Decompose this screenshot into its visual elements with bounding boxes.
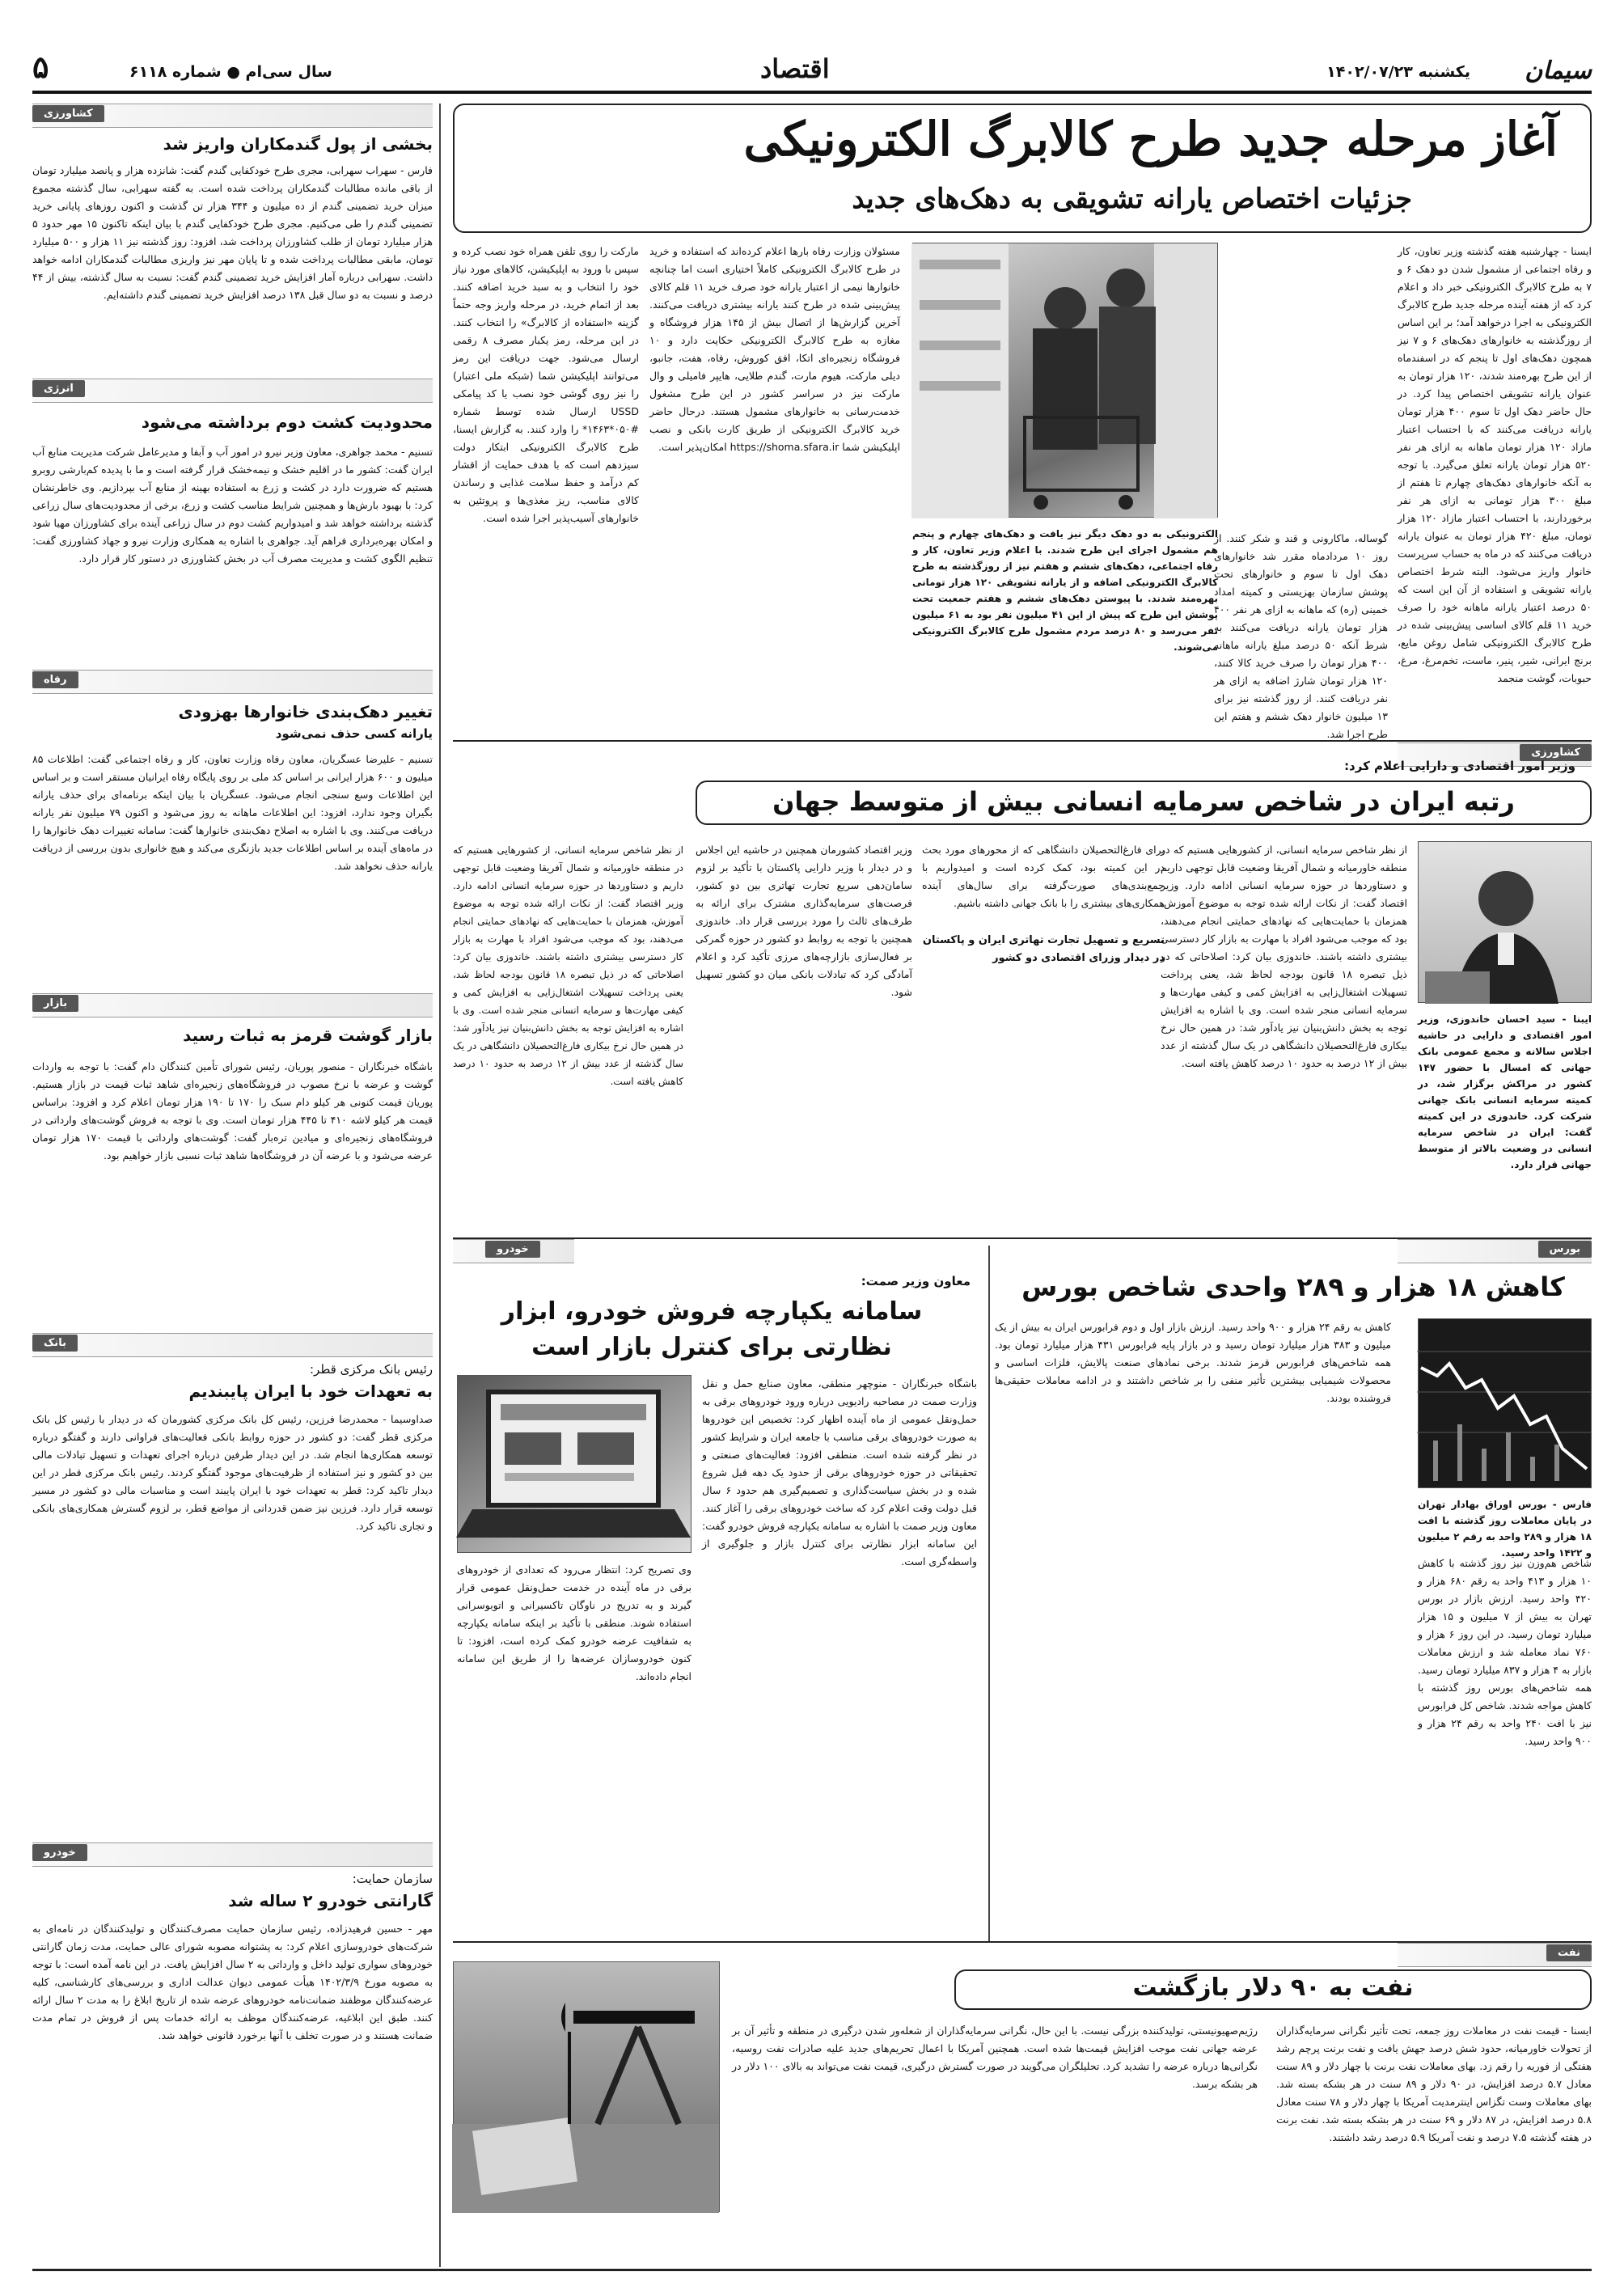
oil-body-2: رژیم‌صهیونیستی، تولیدکننده بزرگی نیست. با این حال، نگرانی سرمایه‌گذاران از شعله‌ور شدن درگیری در منطقه و تأثیر آن بر عرضه جهانی نفت موجب افزایش قیمت‌ها شده است. همچنین آمریکا با اعمال تحریم‌های جدید علیه صادرات نفت روسیه، نگرانی‌ها درباره عرضه را تشدید کرد. تحلیلگران می‌گویند در صورت گسترش درگیری، قیمت نفت می‌تواند به بالای ۱۰۰ دلار در هر بشکه برسد. [732,2024,1258,2090]
newspaper-logo: سیمان [1525,57,1592,85]
page-bottom-rule [32,2269,1592,2271]
bourse-body: شاخص هم‌وزن نیز روز گذشته با کاهش ۱۰ هزار و ۴۱۳ واحد به رقم ۶۸۰ هزار و ۴۲۰ واحد رسید. ارزش بازار در بورس تهران به بیش از ۷ میلیون و ۱۵ هزار میلیارد تومان رسید. در این روز ۶ هزار و ۷۶۰ نماد معامله شد و ارزش معاملات بازار به ۴ هزار و ۸۳۷ میلیارد تومان رسید. همه شاخص‌های بورس روز گذشته با کاهش مواجه شدند. شاخص کل فرابورس نیز با افت ۲۴۰ واحد به رقم ۲۴ هزار و ۹۰۰ واحد رسید. [1418,1557,1592,1747]
column-divider [988,1246,990,1941]
lead-column-1: ایسنا - چهارشنبه هفته گذشته وزیر تعاون، کار و رفاه اجتماعی از مشمول شدن دو دهک ۶ و ۷ به طرح کالابرگ الکترونیکی خبر داد و اعلام کرد که از هفته آینده مرحله جدید طرح کالابرگ الکترونیکی به اجرا درخواهد آمد؛ بر این اساس از روزگذشته به خانوارهای دهک‌های ۶ و ۷ نیز همچون دهک‌های اول تا پنجم که در اسفندماه از این طرح بهره‌مند شدند، ۱۲۰ هزار تومان به عنوان یارانه تشویقی اختصاص پیدا کرد. در حال حاضر دهک اول تا سوم ۴۰۰ هزار تومان یارانه دریافت می‌کنند که با احتساب اعتبار مازاد ۱۲۰ هزار تومان ماهانه به ازای هر نفر ۵۲۰ هزار تومان یارانه تعلق می‌گیرد. با توجه به آنکه خانوارهای دهک‌های چهارم تا هفتم از مبلغ ۳۰۰ هزار تومانی به ازای هر نفر برخوردارند، با احتساب اعتبار مازاد ۱۲۰ هزار تومان، مبلغ ۴۲۰ هزار تومان به عنوان یارانه دریافت می‌کنند که در ماه به حساب سرپرست خانوار واریز می‌شود. البته شرط اختصاص یارانه تشویقی و استفاده از آن این است که ۵۰ درصد اعتبار یارانه ماهانه خود را صرف خرید ۱۱ قلم کالای اساسی پیش‌بینی شده در طرح کالابرگ الکترونیکی شامل روغن مایع، برنج ایرانی، شیر، پنیر، ماست، تخم‌مرغ، مرغ، حبوبات، گوشت منجمد [1398,245,1592,684]
sidebar-item-body: فارس - سهراب سهرابی، مجری طرح خودکفایی گندم گفت: شانزده هزار و پانصد میلیارد تومان از باقی مانده مطالبات گندمکاران پرداخت شده است. به گفته سهرابی، سال گذشته مجموع میزان خرید تضمینی گندم از ده میلیون و ۳۴۴ هزار تن گذشت و اکنون روزهای پایانی خرید تضمینی گندم را طی می‌کنیم. مجری طرح خودکفایی گندم با بیان اینکه تاکنون ۱۵ مهر حدود ۵ هزار میلیارد تومان از طلب کشاورزان پرداخت شد، افزود: روز گذشته نیز ۱۱ هزار و ۵۰۰ میلیارد تومان، مابقی مطالبات پرداخت شده و تا پایان مهر نیز واریزی مطالبات گندمکاران ادامه خواهد داشت. سهرابی درباره آمار افزایش خرید تضمینی گندم گفت: نسبت به سال گذشته، بیش از ۴۴ درصد و نسبت به دو سال قبل ۱۳۸ درصد افزایش خرید تضمینی گندم داشته‌ایم. [32,164,433,301]
lead-column-2: گوساله، ماکارونی و قند و شکر کنند. از روز ۱۰ مردادماه مقرر شد خانوارهای دهک اول تا سوم و خانوارهای تحت پوشش سازمان بهزیستی و کمیته امداد خمینی (ره) که ماهانه به ازای هر نفر ۴۰۰ هزار تومان یارانه دریافت می‌کنند به شرط آنکه ۵۰ درصد مبلغ یارانه ماهانه ۴۰۰ هزار تومان را صرف خرید کالا کنند، ۱۲۰ هزار تومان شارژ اضافه به ازای هر نفر دریافت کنند. از روز گذشته نیز برای ۱۳ میلیون خانوار دهک ششم و هفتم این طرح اجرا شد. [1214,532,1389,740]
lead-headline-box [453,104,1592,233]
section-title: اقتصاد [760,53,830,84]
car-kicker: معاون وزیر صمت: [861,1274,971,1288]
sidebar-item-title: محدودیت کشت دوم برداشته می‌شود [141,412,433,432]
section-tag: بازار [32,995,78,1012]
capital-subhead: تسریع و تسهیل تجارت تهاتری ایران و پاکستان در دیدار وزرای اقتصادی دو کشور [922,934,1165,964]
section-tag-bourse: بورس [1538,1241,1592,1258]
sidebar-item-body: تسنیم - محمد جواهری، معاون وزیر نیرو در امور آب و آبفا و مدیرعامل شرکت مدیریت منابع آب ایران گفت: کشور ما در اقلیم خشک و نیمه‌خشک قرار گرفته است و ما با پدیده کم‌بارشی روبرو هستیم که ضرورت دارد در کشت و زرع به استفاده بهینه از منابع آب بپردازیم. وی خاطرنشان کرد: با بهبود بارش‌ها و همچنین شرایط مناسب کشت و زرع، برخی از محدودیت‌های سال زراعی گذشته برداشته خواهد شد و امیدواریم کشت دوم در سال زراعی آینده برای کشاورزان مهیا شود و امکان بهره‌برداری فراهم آید. جواهری با اشاره به همکاری وزارت نیرو و جهاد کشاورزی گفت: تنظیم الگوی کشت و مدیریت مصرف آب در بخش کشاورزی در دستور کار قرار دارد. [32,446,433,565]
section-tag-oil: نفت [1546,1944,1592,1961]
sidebar [32,104,433,2267]
section-tag: رفاه [32,671,78,688]
sidebar-item-title: به تعهدات خود با ایران پایبندیم [188,1381,433,1401]
capital-body: از نظر شاخص سرمایه انسانی، از کشورهایی هستیم که در منطقه خاورمیانه و شمال آفریقا وضعیت قابل توجهی داریم و دستاوردها در حوزه سرمایه انسانی ادامه دارد. وزیر اقتصاد گفت: از نکات ارائه شده توجه به موضوع آموزش، همزمان با حمایت‌هایی که نهادهای حمایتی انجام می‌دهند، بود که موجب می‌شود افراد با مهارت به بازار کار دسترسی بیشتری داشته باشند. خاندوزی بیان کرد: اصلاحاتی که در ذیل تبصره ۱۸ قانون بودجه لحاظ شد، یعنی پرداخت تسهیلات اشتغال‌زایی به افزایش کمی و کیفی مهارت‌ها و سرمایه انسانی منجر شده است. وی با اشاره به افزایش توجه به بخش دانش‌بنیان نیز یادآور شد: در همین حال نرخ بیکاری فارغ‌التحصیلان دانشگاهی در یک سال گذشته از عدد بیش از ۱۲ درصد به حدود ۱۰ درصد کاهش یافته است. [1161,844,1407,1069]
stock-photo-caption: فارس - بورس اوراق بهادار تهران در پایان معاملات روز گذشته با افت ۱۸ هزار و ۲۸۹ واحد به رقم ۲ میلیون و ۱۴۲۲ واحد رسید. [1418,1499,1592,1559]
sidebar-item-title: بازار گوشت قرمز به ثبات رسید [183,1026,433,1045]
sidebar-item-title: بخشی از پول گندمکاران واریز شد [163,134,433,154]
oil-body: ایسنا - قیمت نفت در معاملات روز جمعه، تحت تأثیر نگرانی سرمایه‌گذاران از تحولات خاورمیانه، حدود شش درصد جهش یافت و نفت برنت پرچم رشد هفتگی از فوریه را رقم زد. بهای معاملات نفت برنت با چهار دلار و ۸۹ سنت معادل ۵.۷ درصد افزایش، در ۹۰ دلار و ۸۹ سنت در هر بشکه بسته شد. بهای معاملات وست تگزاس اینترمدیت آمریکا با چهار دلار و ۷۸ سنت معادل ۵.۸ درصد افزایش، در ۸۷ دلار و ۶۹ سنت در هر بشکه بسته شد. نفت برنت در هفته گذشته ۷.۵ درصد و نفت آمریکا ۵.۹ درصد رشد داشتند. [1276,2024,1592,2143]
issue-date: یکشنبه ۱۴۰۲/۰۷/۲۳ [1326,63,1470,81]
capital-body-4: از نظر شاخص سرمایه انسانی، از کشورهایی هستیم که در منطقه خاورمیانه و شمال آفریقا وضعیت قابل توجهی داریم و دستاوردها در حوزه سرمایه انسانی ادامه دارد. وزیر اقتصاد گفت: از نکات ارائه شده توجه به موضوع آموزش، همزمان با حمایت‌هایی که نهادهای حمایتی انجام می‌دهند، بود که موجب می‌شود افراد با مهارت به بازار کار دسترسی بیشتری داشته باشند. خاندوزی بیان کرد: اصلاحاتی که در ذیل تبصره ۱۸ قانون بودجه لحاظ شد، یعنی پرداخت تسهیلات اشتغال‌زایی به افزایش کمی و کیفی مهارت‌ها و سرمایه انسانی منجر شده است. وی با اشاره به افزایش توجه به بخش دانش‌بنیان نیز یادآور شد: در همین حال نرخ بیکاری فارغ‌التحصیلان دانشگاهی در یک سال گذشته از عدد بیش از ۱۲ درصد به حدود ۱۰ درصد کاهش یافته است. [453,844,683,1087]
column-divider [439,104,441,2267]
sidebar-item-title: تغییر دهک‌بندی خانوارها بهزودی [178,702,433,721]
oil-title: نفت به ۹۰ دلار بازگشت [1132,1974,1414,2002]
supermarket-shoppers-image [911,243,1217,518]
page-number: ۵ [32,49,49,85]
section-tag: انرژی [32,380,85,397]
lead-photo-caption: الکترونیکی به دو دهک دیگر نیز یافت و دهک‌های چهارم و پنجم هم مشمول اجرای این طرح شدند. با اعلام وزیر تعاون، کار و رفاه اجتماعی، دهک‌های ششم و هفتم نیز از روزگذشته به طرح کالابرگ الکترونیکی اضافه و از یارانه تشویقی ۱۲۰ هزار تومانی بهره‌مند شدند. با پیوستن دهک‌های ششم و هفتم جمعیت تحت پوشش این طرح که پیش از این ۴۱ میلیون نفر بود به ۶۱ میلیون نفر می‌رسد و ۸۰ درصد مردم مشمول طرح کالابرگ الکترونیکی می‌شوند. [912,528,1218,653]
issue-number: سال سی‌ام ● شماره ۶۱۱۸ [129,63,332,81]
capital-body-2: برای فارغ‌التحصیلان دانشگاهی که از محورهای مورد بحث در این کمیته بود، کمک کرده است و امیدواریم با جمع‌بندی‌های صورت‌گرفته برای سال‌های آینده همکاری‌های بیشتری را با بانک جهانی داشته باشیم. [922,844,1165,909]
section-tag-car: خودرو [485,1241,540,1258]
capital-body-3: وزیر اقتصاد کشورمان همچنین در حاشیه این اجلاس و در دیدار با وزیر دارایی پاکستان با تأکید بر لزوم سامان‌دهی سریع تجارت تهاتری بین دو کشور، فرصت‌های سرمایه‌گذاری مشترک برای ارائه به طرف‌های ثالث را مورد بررسی قرار داد. خاندوزی همچنین با توجه به روابط دو کشور در حوزه گمرکی بر فعال‌سازی بازارچه‌های مرزی تأکید کرد و اعلام آمادگی کرد که تبادلات بانکی میان دو کشور تسهیل شود. [696,844,912,998]
car-body-2: وی تصریح کرد: انتظار می‌رود که تعدادی از خودروهای برقی در ماه آینده در خدمت حمل‌ونقل عمومی قرار گیرند و به تدریج در ناوگان تاکسیرانی و اتوبوسرانی استفاده شوند. منطقی با تأکید بر اینکه سامانه یکپارچه به شفافیت عرضه خودرو کمک کرده است، افزود: تا کنون خودروسازان عرضه‌ها را از طریق این سامانه انجام داده‌اند. [457,1563,691,1682]
bourse-title: کاهش ۱۸ هزار و ۲۸۹ واحدی شاخص بورس [1021,1271,1565,1302]
sidebar-item-body: باشگاه خبرنگاران - منصور پوریان، رئیس شورای تأمین کنندگان دام گفت: با توجه به واردات گوشت و عرضه با نرخ مصوب در فروشگاه‌های زنجیره‌ای شاهد ثبات قیمت در بازار هستیم. پوریان قیمت کنونی هر کیلو دام سبک را ۱۷۰ تا ۱۹۰ هزار تومان اعلام کرد و افزود: براساس قیمت هر کیلو لاشه ۴۱۰ تا ۴۴۵ هزار تومان است. وی با توجه به فروش گوشت‌های وارداتی در فروشگاه‌های زنجیره‌ای و میادین تره‌بار گفت: گوشت‌های وارداتی با قیمت ۱۷۰ هزار تومان عرضه می‌شود و با عرضه آن در فروشگاه‌ها شاهد ثبات نسبی بازار خواهیم بود. [32,1060,433,1161]
oil-photo [453,1961,720,2212]
laptop-car-website-image [456,1376,691,1554]
capital-kicker: وزیر امور اقتصادی و دارایی اعلام کرد: [1344,759,1575,773]
lead-column-3: مسئولان وزارت رفاه بارها اعلام کرده‌اند که استفاده و خرید در طرح کالابرگ الکترونیکی کاملاً اختیاری است اما چنانچه خانوارها نیمی از اعتبار یارانه خود صرف خرید ۱۱ قلم کالای پیش‌بینی شده در طرح کنند یارانه بیشتری دریافت می‌کنند. آخرین گزارش‌ها از اتصال بیش از ۱۴۵ هزار فروشگاه و مغازه به طرح کالابرگ الکترونیکی حکایت دارد و ۱۰ فروشگاه زنجیره‌ای اتکا، افق کوروش، رفاه، هفت، جانبو، دیلی مارکت، هیوم مارت، گندم طلایی، هایپر فامیلی و وال مارکت نیز در سراسر کشور در این طرح مشغول خدمت‌رسانی به خانوارهای مشمول هستند. درحال حاضر خرید کالابرگ الکترونیکی از طریق کارت بانکی و نصب اپلیکیشن شما https://shoma.sfara.ir امکان‌پذیر است. [649,245,900,453]
minister-portrait-image [1417,842,1591,1004]
section-tag: کشاورزی [32,105,104,122]
sidebar-item-title: گارانتی خودرو ۲ ساله شد [228,1891,433,1910]
car-laptop-photo [457,1375,691,1553]
sidebar-item-market [32,993,433,1381]
car-title: سامانه یکپارچه فروش خودرو، ابزار نظارتی برای کنترل بازار است [501,1297,923,1361]
stock-chart-photo [1418,1318,1592,1488]
lead-title: آغاز مرحله جدید طرح کالابرگ الکترونیکی [743,112,1558,167]
minister-photo-caption: ایبنا - سید احسان خاندوزی، وزیر امور اقتصادی و دارایی در حاشیه اجلاس سالانه و مجمع عمومی بانک جهانی که امسال با حضور ۱۴۷ کشور در مراکش برگزار شد، در کمیته سرمایه انسانی بانک جهانی شرکت کرد. خاندوزی در این کمیته گفت: ایران در شاخص سرمایه انسانی در وضعیت بالاتر از متوسط جهانی قرار دارد. [1418,1013,1592,1170]
car-body: باشگاه خبرنگاران - منوچهر منطقی، معاون صنایع حمل و نقل وزارت صمت در مصاحبه رادیویی درباره ورود خودروهای برقی به حمل‌ونقل عمومی از ماه آینده اظهار کرد: تخصیص این خودروها به صورت خودروهای برقی مناسب با جامعه ایران و شرایط کشور در نظر گرفته شده است. منطقی افزود: فعالیت‌های صنعتی و تحقیقاتی در حوزه خودروهای برقی از حدود یک دهه قبل شروع شده و در بخش سیاست‌گذاری و تصمیم‌گیری هم حدود ۶ سال قبل دولت وقت اعلام کرد که ساخت خودروهای برقی را آغاز کنند. معاون وزیر صمت با اشاره به سامانه یکپارچه فروش خودرو گفت: این سامانه ابزار نظارتی برای کنترل بازار و جلوگیری از واسطه‌گری است. [701,1377,977,1567]
sidebar-item-body: تسنیم - علیرضا عسگریان، معاون رفاه وزارت تعاون، کار و رفاه اجتماعی گفت: اطلاعات ۸۵ میلیون و ۶۰۰ هزار ایرانی بر اساس کد ملی بر روی پایگاه رفاه ایرانیان مستقر است و بر اساس این اطلاعات وسع سنجی انجام می‌شود. عسگریان با بیان اینکه برنامه‌ای برای حذف یارانه بگیران وجود ندارد، افزود: این اطلاعات ماهانه به روز می‌شود و اکنون ۷۹ میلیون نفر یارانه دریافت می‌کنند. وی با اشاره به اصلاح دهک‌بندی خانوارها گفت: سامانه تغییرات دهک خانوارها را در ماه‌های آینده بر اساس اطلاعات جدید بازنگری می‌کند و هیچ خانواری بدون بررسی از دریافت یارانه حذف نخواهد شد. [32,753,433,872]
sidebar-item-agriculture [32,104,433,346]
oil-pumpjack-image [452,1962,719,2213]
lead-subtitle: جزئیات اختصاص یارانه تشویقی به دهک‌های جدید [852,183,1412,215]
section-tag: بانک [32,1335,78,1352]
section-divider [453,740,1592,742]
lead-photo [912,243,1218,518]
sidebar-item-welfare [32,670,433,985]
capital-title: رتبه ایران در شاخص سرمایه انسانی بیش از متوسط جهان [772,786,1515,817]
sidebar-item-subtitle: یارانه کسی حذف نمی‌شود [275,726,433,741]
section-tag: خودرو [32,1844,87,1861]
section-tag-agriculture: کشاورزی [1520,744,1592,761]
minister-photo [1418,841,1592,1003]
sidebar-item-car [32,1842,433,2263]
bourse-body-2: کاهش به رقم ۲۴ هزار و ۹۰۰ واحد رسید. ارزش بازار اول و دوم فرابورس ایران به بیش از یک میلیون و ۳۸۳ هزار میلیارد تومان رسید و در بازار پایه فرابورس ۴۳۱ هزار میلیارد تومان بود. همه شاخص‌های فرابورس قرمز شدند. برخی نمادهای صنعت پالایش، فلزات اساسی و محصولات شیمیایی بیشترین تأثیر منفی را بر شاخص داشتند و در ادامه معاملات حقیقی‌ها فروشنده بودند. [995,1321,1391,1404]
masthead [32,49,1592,94]
sidebar-item-kicker: رئیس بانک مرکزی قطر: [310,1362,433,1377]
sidebar-item-body: صداوسیما - محمدرضا فرزین، رئیس کل بانک مرکزی کشورمان که در دیدار با رئیس کل بانک مرکزی قطر گفت: دو کشور در حوزه روابط بانکی فعالیت‌های فراوانی دارند و گفتگو درباره توسعه همکاری‌ها انجام شد. در این دیدار طرفین درباره اجرای تعهدات و تسهیل تبادلات مالی بین دو کشور و نیز استفاده از ظرفیت‌های موجود گفتگو کردند. رئیس بانک مرکزی قطر در این دیدار تاکید کرد: قطر به تعهدات خود با ایران پایبند است و مناسبات مالی دو کشور در مسیر توسعه قرار دارد. فرزین نیز ضمن قدردانی از مواضع قطر، بر لزوم گسترش همکاری‌های بانکی و تجاری تاکید کرد. [32,1413,433,1532]
sidebar-item-bank [32,1333,433,1818]
sidebar-item-body: مهر - حسین فرهیدزاده، رئیس سازمان حمایت مصرف‌کنندگان و تولیدکنندگان در نامه‌ای به شرکت‌های خودروسازی اعلام کرد: به پشتوانه مصوبه شورای عالی حمایت، مدت زمان گارانتی خودروهای سواری تولید داخل و وارداتی به ۲ سال افزایش یافت. در این نامه آمده است: با توجه به مصوبه مورخ ۱۴۰۲/۳/۹ هیأت عمومی دیوان عدالت اداری و بررسی‌های کارشناسی، کلیه عرضه‌کنندگان موظفند ضمانت‌نامه خودروهای عرضه شده از تاریخ ابلاغ را به مدت ۲ سال ارائه کنند. طبق این ابلاغیه، عرضه‌کنندگان موظف به ارائه خدمات پس از فروش در تمام مدت ضمانت هستند و در صورت تخلف با آنها برخورد قانونی خواهد شد. [32,1923,433,2041]
sidebar-item-kicker: سازمان حمایت: [352,1872,433,1886]
lead-column-4: مارکت را روی تلفن همراه خود نصب کرده و سپس با ورود به اپلیکیشن، کالاهای مورد نیاز خود را انتخاب و به سبد خرید اضافه کنند. بعد از اتمام خرید، در مرحله واریز وجه حتماً گزینه «استفاده از کالابرگ» را انتخاب کنند. در این مرحله، رمز یکبار مصرف ۸ رقمی ارسال می‌شود. جهت دریافت این رمز می‌توانند اپلیکیشن شما (شبکه ملی اعتبار) را نیز روی گوشی خود نصب یا کد پیامکی USSD ارسال شده توسط شماره #۰۵۰*۱۴۶۳* را وارد کنند. به گزارش ایسنا، طرح کالابرگ الکترونیکی ابتکار دولت سیزدهم است که با هدف حمایت از اقشار کم درآمد و حفظ سلامت غذایی و رساندن کالای مناسب، ریز مغذی‌ها و پروتئین به خانوارهای آسیب‌پذیر اجرا شده است. [453,245,639,524]
stock-chart-image [1417,1319,1591,1489]
